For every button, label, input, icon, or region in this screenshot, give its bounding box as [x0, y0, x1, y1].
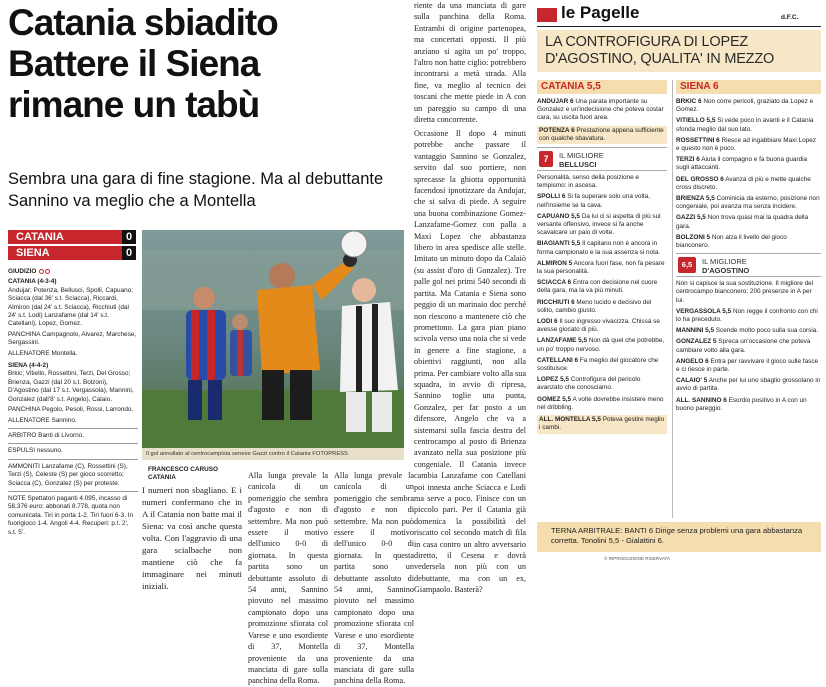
article-col-2b: Occasione Il dopo 4 minuti potrebbe anche passare il vantaggio Sannino se Gonzalez, servito dal suo portiere, non sprecasse la ghiotta opportunità facendosi ipnotizzare da Andujar, che si salva di piede. A seguire una buona combinazione Gomez-Lanzafame-Gomez con palla a Maxi Lopez che abbastanza libero in area spedisce alle stelle. Imitato un minuto dopo da Calaiò (su assist d'oro di Gonzalez). Tre palle gol nei primi 540 secondi di partita. Ma Catania e Siena sono peggio di un marinaio doc perché non riescono a mantenere ciò che promettono. La gara pian piano scivola verso una noia che si vede in genere a fine stagione, a obiettivi raggiunti, non alla prima. Per cambiare volto alla sua squadra, in avvio di ripresa, Sannino toglie una punta, Gonzalez, per far posto a un difensore, Angelo che va a sistemarsi sulla fascia destra del centrocampo al posto di Brienza avanzato nella sua posizione più congeniale. Il Catania invece cambia Lanzafame con Catellani poi innesta anche Sciacca e Lodi ma serve a poco. Finisce con un piccolo pari. Per il Catania già domenica la possibilità del riscatto col secondo match di fila in casa contro un altro avversario diretto, il Cesena e dovrà vedersela non più con un debuttante, ma con un ex, Giampaolo. Basterà? [414, 129, 526, 595]
rating-item: LANZAFAME 5,5 Non dà quel che potrebbe, un po' troppo nervoso. [537, 337, 665, 353]
rating-item: Personalità, senso della posizione e tempismo: in ascesa. [537, 174, 639, 190]
rating-item: ALL. MONTELLA 5,5 Poteva gestire meglio i cambi. [537, 415, 667, 433]
booked: AMMONITI Lanzafame (C), Rossettini (S), Terzi (S), Celeste (S) per gioco scorretto; Sciacca (C), Gonzalez (S) per proteste. [8, 462, 128, 487]
best-player-catania: 7 IL MIGLIORE BELLUSCI [537, 147, 667, 171]
siena-bench: PANCHINA Pegolo, Pesoli, Rossi, Larrondo. [8, 406, 134, 414]
giudizio-label: GIUDIZIO [8, 268, 37, 275]
rating-item: POTENZA 6 Prestazione appena sufficiente con qualche sbavatura. [537, 126, 667, 144]
best-player-siena: 6,5 IL MIGLIORE D'AGOSTINO [676, 253, 821, 277]
siena-ratings-head: SIENA 6 [676, 80, 821, 94]
byline [148, 466, 218, 482]
rating-dot-icon [39, 269, 44, 274]
referee: ARBITRO Banti di Livorno. [8, 431, 85, 439]
catania-lineup-label: CATANIA (4-3-4) [8, 278, 57, 286]
catania-ratings [537, 98, 667, 518]
rating-item: LOPEZ 5,5 Controfigura del pericolo avanzato che conosciamo. [537, 376, 641, 392]
siena-lineup: Brkic; Vitiello, Rossettini, Terzi, Del Grosso; Brienza, Gazzi (dal 20 s.t. Bolzoni), D'Agostino (dal 17 s.t. Vergassola), Mannini, Gonzalez (dall'8' s.t. Angelo), Calaio. [8, 370, 134, 403]
rating-item: Non si capisce la sua sostituzione. Il migliore del centrocampo bianconero: 200 presenze in A per lui. [676, 280, 814, 304]
copyright-note: © RIPRODUZIONE RISERVATA [604, 556, 671, 561]
headline-line-3: rimane un tabù [8, 84, 260, 125]
rating-item: ANGELO 6 Entra per ravvivare il gioco sulle fasce e ci riesce in parte. [676, 357, 819, 374]
rating-item: BIAGIANTI 5,5 Il capitano non è ancora in forma campionato e la sua assenza si nota. [537, 240, 661, 256]
rating-item: BRIENZA 5,5 Cominicia da esterno, posizione non congeniale, poi avanza ma senza incidere. [676, 195, 820, 211]
catania-bench: PANCHINA Campagnolo, Alvarez, Marchese, Sergassini. [8, 330, 137, 347]
rating-item: DEL GROSSO 6 Avanza di più e mette qualche cross discreto. [676, 175, 811, 191]
rating-item: ALL. SANNINO 6 Esordio positivo in A con un buono pareggio. [676, 396, 807, 412]
home-team-name: CATANIA [16, 231, 64, 243]
headline-line-1: Catania sbiadito [8, 2, 278, 43]
rating-item: BOLZONI 5 Non alza il livello del gioco bianconero. [676, 233, 787, 250]
article-col-1b: Alla lunga prevale la canicola di un pomeriggio che sembra d'agosto e non di settembre. Ma non può essere il motivo dell'unico 0-0 di giornata. In questa partita sono un debuttante assoluto di 54 anni, Sannino piovuto nel massimo campionato dopo una promozione sfiorata col Varese e uno esordiente di 37, Montella proveniente da una manciata di gare sulla panchina della Roma. [334, 471, 414, 686]
rating-item: ANDUJAR 6 Una parata importante su Gonzalez e un'indecisione che poteva costar cara, su uscita fuori area. [537, 98, 664, 122]
rating-item: GAZZI 5,5 Non trova quasi mai la quadra della gara. [676, 214, 809, 230]
rating-item: BRKIC 6 Non corre pericoli, graziato da Lopez e Gomez. [676, 98, 814, 114]
catania-lineup: Andujar; Potenza, Bellusci, Spolli, Capuano; Sciacca (dal 36' s.t. Sciacca), Riccardi, Almiron (dal 24' s.t. Sciacca), Ricchiuti (dal 24' s.t. Lodi) Lanzafame (dal 14' s.t. Catellani), Lopez, Gomez. [8, 286, 134, 328]
rating-dot-icon [45, 269, 50, 274]
rating-item: TERZI 6 Aiuta il compagno e fa buona guardia sugli attaccanti. [676, 156, 808, 172]
score-away [8, 246, 136, 260]
catania-ratings-head: CATANIA 5,5 [537, 80, 667, 94]
rating-item: SPOLLI 6 Si fa superare solo una volta, nell'insieme se la cava. [537, 193, 650, 209]
best-vote-badge: 6,5 [678, 257, 696, 273]
dateline: CATANIA [148, 474, 176, 481]
rating-item: GONZALEZ 5 Spreca un'occasione che poteva cambiare volto alla gara. [676, 338, 811, 354]
subheadline: Sembra una gara di fine stagione. Ma al debuttante Sannino va meglio che a Montella [8, 170, 384, 210]
rating-item: RICCHIUTI 6 Meno lucido e decisivo del solito, cambio giusto. [537, 298, 652, 314]
catania-coach: ALLENATORE Montella. [8, 349, 78, 357]
rating-item: CATELLANI 6 Fa meglio del giocatore che sostituisce. [537, 356, 659, 373]
rating-item: ALMIRON 5 Ancora fuori fase, non fa pesare la sua personalità. [537, 259, 665, 276]
rating-item: CAPUANO 5,5 Da lui ci si aspetta di più sul versante offensivo, invece si fa anche scavalcare un paio di volte. [537, 212, 661, 237]
rating-item: VITIELLO 5,5 Si vede poco in avanti e il Catania sfonda meglio dal suo lato. [676, 117, 814, 133]
away-goals: 0 [122, 246, 136, 260]
headline [8, 2, 408, 125]
rating-item: LODI 6 Il suo ingresso vivacizza. Chissà se avesse giocato di più. [537, 318, 660, 334]
article-col-1: Alla lunga prevale la canicola di un pomeriggio che sembra d'agosto e non di settembre. Ma non può essere il motivo dell'unico 0-0 di giornata. In questa partita sono un debuttante assoluto di 54 anni, Sannino piovuto nel massimo campionato dopo una promozione sfiorata col Varese e uno esordiente di 37, Montella proveniente da una manciata di gare sulla panchina della Roma. [248, 471, 328, 686]
rating-item: SCIACCA 6 Entra con decisione nel cuore della gara, ma la va più minuti. [537, 279, 658, 295]
sent-off: ESPULSI nessuno. [8, 447, 63, 455]
siena-ratings [676, 98, 821, 518]
home-goals: 0 [122, 230, 136, 244]
rating-item: GOMEZ 5,5 A volte dovrebbe insistere meno nel dribbling. [537, 395, 664, 411]
score-home [8, 230, 136, 244]
article-col-2: riente da una manciata di gare sulla panchina della Roma. Entrambi di origine partenopea, ma concertati opposti. Il più anziano si agita un po' troppo, l'altro non batte ciglio: potrebbero incontrarsi a metà strada. Alla fine, va meglio al tecnico dei toscani che mette piede in A con un pareggio su campo di una diretta concorrente. [414, 1, 526, 125]
match-photo [142, 230, 404, 448]
article-lead: I numeri non sbagliano. E i numeri confermano che in A il Catania non batte mai il Siena: va così anche questa volta. Con l'aggravio di una gara scialbache non mantiene ciò che fa immaginare nei minuti iniziali. [142, 485, 242, 591]
siena-lineup-label: SIENA (4-4-2) [8, 362, 49, 370]
siena-coach: ALLENATORE Sannino. [8, 416, 77, 424]
referee-rating: TERNA ARBITRALE: BANTI 6 Dirige senza problemi una gara abbastanza corretta. Tonolini 5,5 - Gialattini 6. [537, 522, 821, 552]
headline-line-2: Battere il Siena [8, 43, 260, 84]
pagelle-marker [537, 8, 557, 22]
match-sheet [8, 268, 138, 537]
photo-caption: Il gol annullato al centrocampista senese Gazzi contro il Catania FOTOPRESS [142, 448, 404, 460]
away-team-name: SIENA [16, 247, 50, 259]
rating-item: ROSSETTINI 6 Riesce ad ingabbiare Maxi Lopez e questo non è poco. [676, 136, 816, 153]
rating-item: VERGASSOLA 5,5 Non regge il confronto con chi lo ha preceduto. [676, 307, 818, 324]
pagelle-author: d.F.C. [781, 14, 799, 21]
rating-item: CALAIO' 5 Anche per lui uno sbaglio grossolano in avvio di partita. [676, 377, 821, 393]
author-name: FRANCESCO CARUSO [148, 466, 218, 473]
best-vote-badge: 7 [539, 151, 553, 167]
rating-item: MANNINI 5,5 Scende molto poco sulla sua corsia. [676, 327, 819, 335]
match-notes: NOTE Spettatori paganti 4.095, incasso di 58.376 euro; abbonati 8.778, quota non comunicata. Tiri in porta 1-2. Tiri fuori 6-3. In fuorigioco 1-4. Angoli 4-4. Recuperi: p.t. 2', s.t. 5'. [8, 494, 134, 536]
pagelle-title: le Pagelle [561, 3, 640, 22]
football-photo-illustration [142, 230, 404, 448]
pagelle-banner: LA CONTROFIGURA DI LOPEZ D'AGOSTINO, QUALITA' IN MEZZO [537, 30, 821, 72]
